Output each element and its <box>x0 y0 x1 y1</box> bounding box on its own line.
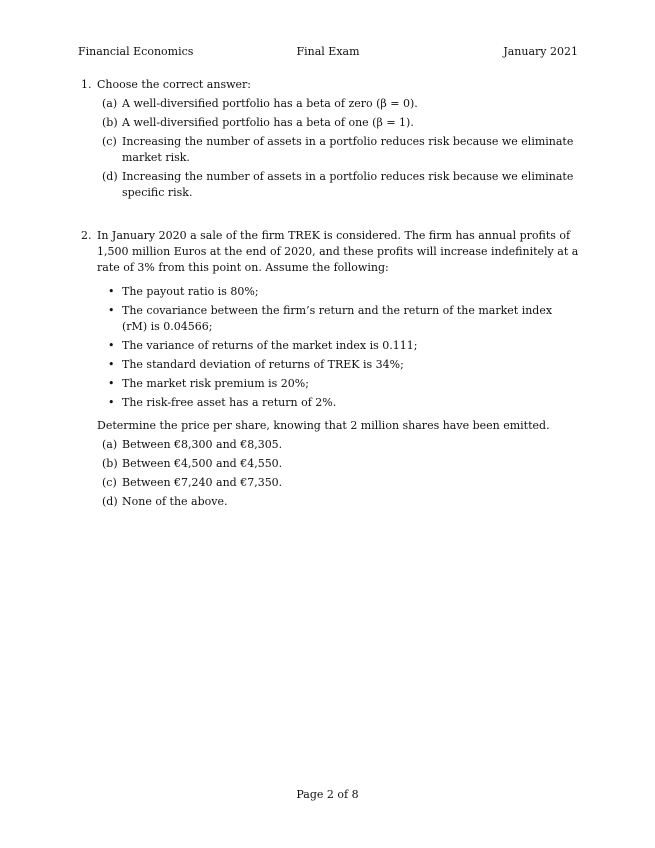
assumption-item: • The standard deviation of returns of TREK is 34%; <box>108 358 404 371</box>
question-prompt: In January 2020 a sale of the firm TREK is considered. The firm has annual profits of 1,500 million Euros at the end of 2020, and these profits will increase indefinitely at a rate of 3% from this point on. Assume the following: <box>97 229 579 274</box>
assumption-item: • The variance of returns of the market index is 0.111; <box>108 339 418 352</box>
option-text: Increasing the number of assets in a portfolio reduces risk because we eliminate market risk. <box>122 135 574 164</box>
option-text: A well-diversified portfolio has a beta of one (β = 1). <box>122 116 414 129</box>
answer-option <box>97 456 580 472</box>
bullet-icon: • <box>108 304 115 317</box>
page-number: Page 2 of 8 <box>296 788 359 801</box>
answer-option <box>97 96 580 112</box>
option-text: Between €8,300 and €8,305. <box>122 438 283 451</box>
answer-option <box>97 115 580 131</box>
page-header <box>78 44 578 62</box>
option-text: A well-diversified portfolio has a beta of zero (β = 0). <box>122 97 418 110</box>
question-number: 2. <box>81 229 92 242</box>
option-label: (b) <box>102 116 118 129</box>
question-2 <box>78 228 580 510</box>
answer-option <box>97 475 580 491</box>
exam-date: January 2021 <box>503 45 578 58</box>
bullet-icon: • <box>108 358 115 371</box>
option-label: (b) <box>102 457 118 470</box>
answer-options <box>97 96 580 201</box>
exam-title: Final Exam <box>296 45 360 58</box>
answer-option <box>97 437 580 453</box>
bullet-icon: • <box>108 396 115 409</box>
option-label: (d) <box>102 495 118 508</box>
bullet-icon: • <box>108 339 115 352</box>
option-label: (c) <box>102 135 117 148</box>
question-number: 1. <box>81 78 92 91</box>
option-label: (d) <box>102 170 118 183</box>
answer-options <box>97 437 580 510</box>
assumption-list <box>97 284 580 411</box>
question-instruction: Determine the price per share, knowing that 2 million shares have been emitted. <box>97 419 550 432</box>
assumption-item: • The market risk premium is 20%; <box>108 377 309 390</box>
answer-option <box>97 169 580 201</box>
bullet-icon: • <box>108 285 115 298</box>
answer-option <box>97 134 580 166</box>
exam-content <box>78 77 580 513</box>
assumption-item: • The risk-free asset has a return of 2%. <box>108 396 337 409</box>
option-text: Increasing the number of assets in a portfolio reduces risk because we eliminate specific risk. <box>122 170 574 199</box>
option-text: Between €4,500 and €4,550. <box>122 457 283 470</box>
option-label: (a) <box>102 438 118 451</box>
option-text: Between €7,240 and €7,350. <box>122 476 283 489</box>
option-text: None of the above. <box>122 495 228 508</box>
assumption-item: • The payout ratio is 80%; <box>108 285 259 298</box>
course-title: Financial Economics <box>78 45 194 58</box>
option-label: (c) <box>102 476 117 489</box>
bullet-icon: • <box>108 377 115 390</box>
answer-option <box>97 494 580 510</box>
option-label: (a) <box>102 97 118 110</box>
question-prompt: Choose the correct answer: <box>97 78 251 91</box>
assumption-item: • The covariance between the firm’s return and the return of the market index (rM) is 0.04566; <box>108 304 553 333</box>
question-1 <box>78 77 580 201</box>
